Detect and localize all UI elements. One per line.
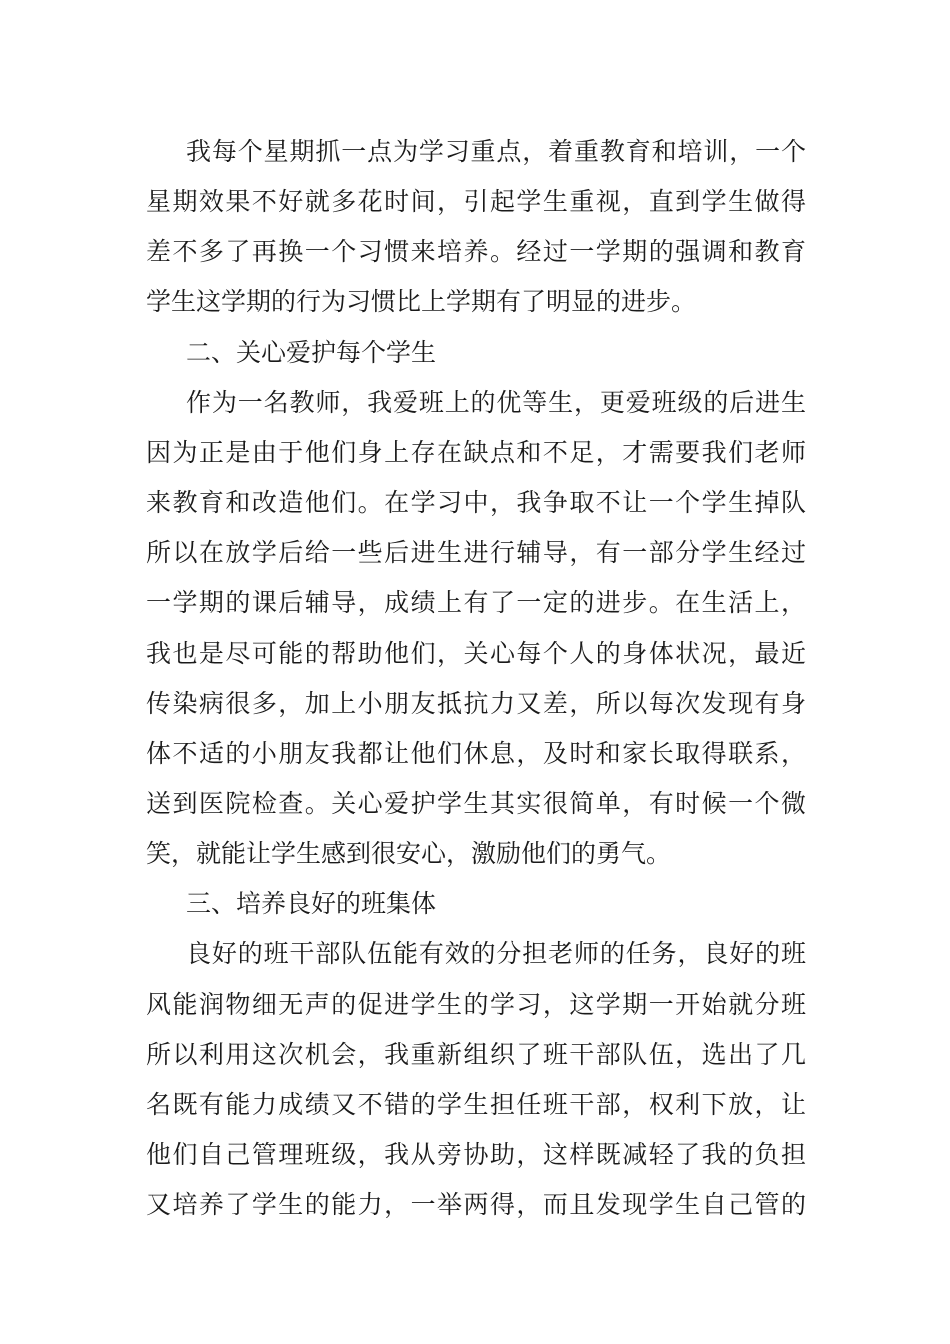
paragraph-line: 体不适的小朋友我都让他们休息，及时和家长取得联系， <box>146 738 806 768</box>
section-heading: 二、关心爱护每个学生 <box>186 337 437 367</box>
paragraph-line: 学生这学期的行为习惯比上学期有了明显的进步。 <box>146 287 697 317</box>
paragraph-line: 因为正是由于他们身上存在缺点和不足，才需要我们老师 <box>146 437 806 467</box>
paragraph-line: 传染病很多，加上小朋友抵抗力又差，所以每次发现有身 <box>146 688 806 718</box>
section-heading: 三、培养良好的班集体 <box>186 889 437 919</box>
paragraph-line: 星期效果不好就多花时间，引起学生重视，直到学生做得 <box>146 187 806 217</box>
paragraph-line: 名既有能力成绩又不错的学生担任班干部，权利下放，让 <box>146 1089 806 1119</box>
paragraph-line: 笑，就能让学生感到很安心，激励他们的勇气。 <box>146 839 672 869</box>
paragraph-line: 所以利用这次机会，我重新组织了班干部队伍，选出了几 <box>146 1039 806 1069</box>
paragraph-line: 来教育和改造他们。在学习中，我争取不让一个学生掉队 <box>146 488 806 518</box>
paragraph-line: 一学期的课后辅导，成绩上有了一定的进步。在生活上， <box>146 588 806 618</box>
paragraph-line: 所以在放学后给一些后进生进行辅导，有一部分学生经过 <box>146 538 806 568</box>
paragraph-line: 良好的班干部队伍能有效的分担老师的任务，良好的班 <box>186 939 806 969</box>
paragraph-line: 差不多了再换一个习惯来培养。经过一学期的强调和教育 <box>146 237 806 267</box>
paragraph-line: 我每个星期抓一点为学习重点，着重教育和培训，一个 <box>186 137 806 166</box>
paragraph-line: 作为一名教师，我爱班上的优等生，更爱班级的后进生 <box>186 387 806 417</box>
paragraph-line: 风能润物细无声的促进学生的学习，这学期一开始就分班 <box>146 989 806 1019</box>
paragraph-line: 送到医院检查。关心爱护学生其实很简单，有时候一个微 <box>146 788 806 818</box>
paragraph-line: 他们自己管理班级，我从旁协助，这样既减轻了我的负担 <box>146 1140 806 1169</box>
paragraph-line: 我也是尽可能的帮助他们，关心每个人的身体状况，最近 <box>146 638 806 668</box>
paragraph-line: 又培养了学生的能力，一举两得，而且发现学生自己管的 <box>146 1190 806 1220</box>
